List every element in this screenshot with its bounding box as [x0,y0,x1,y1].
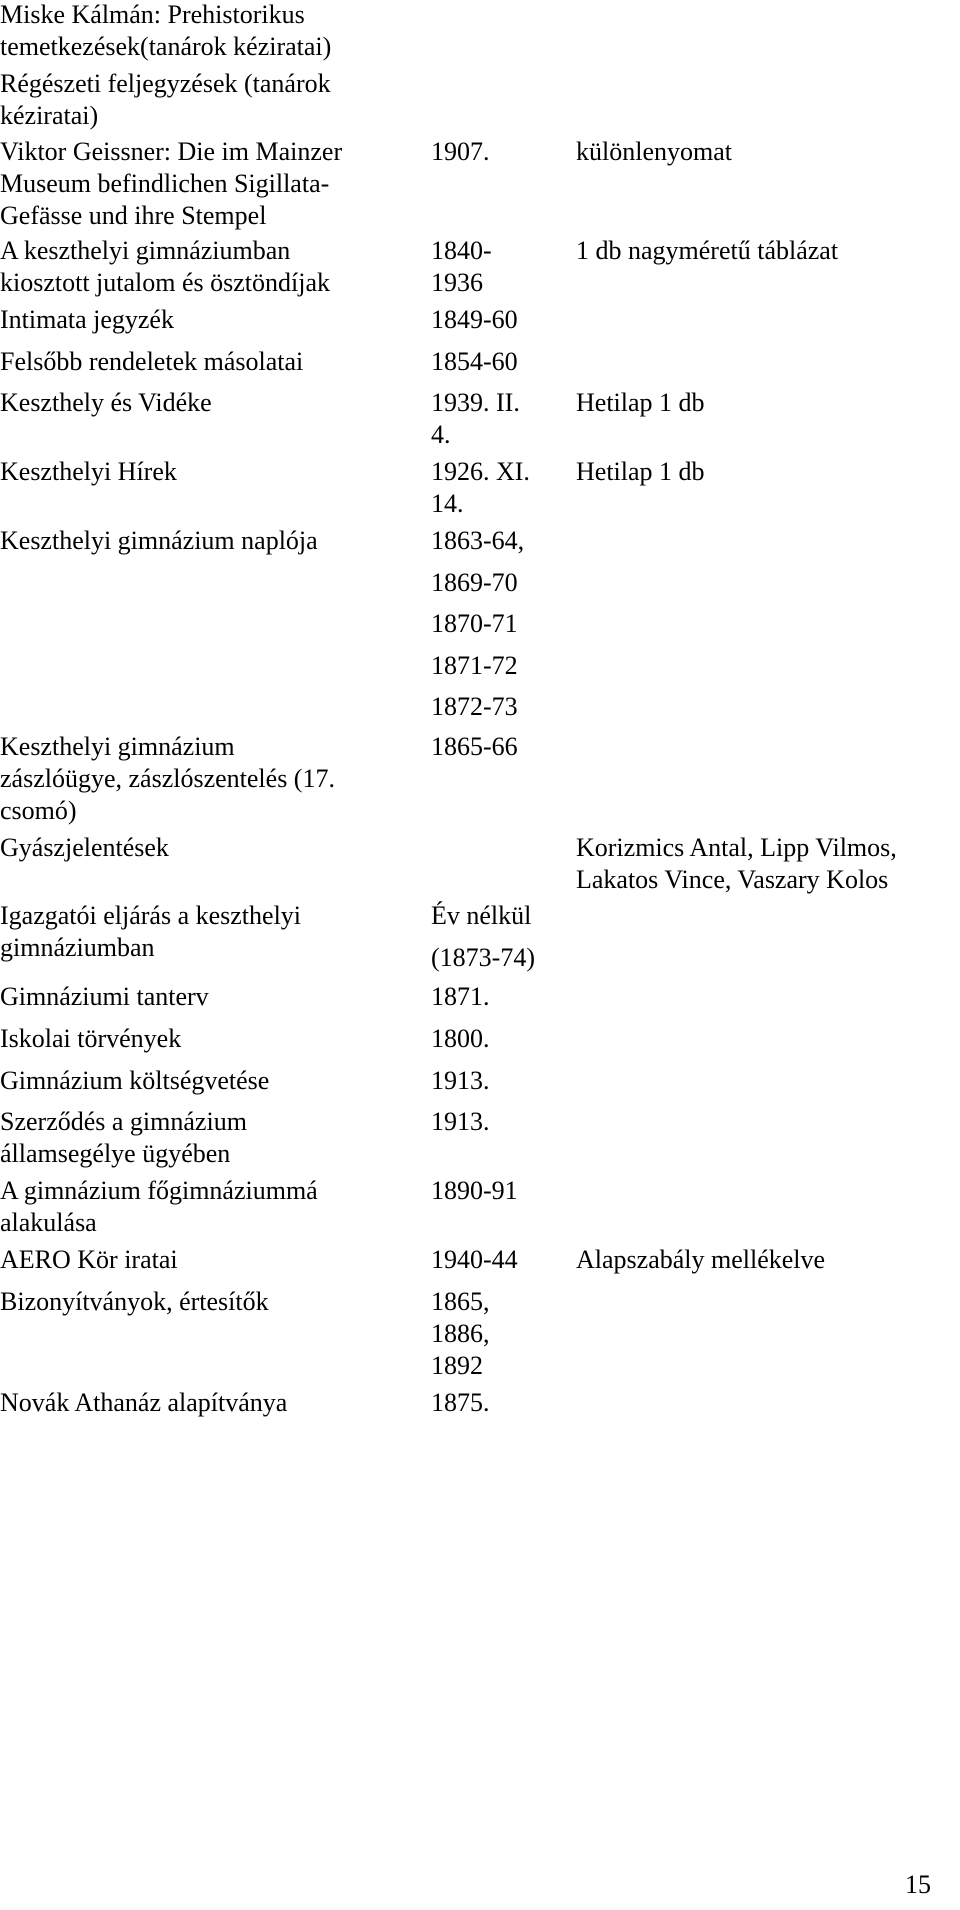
item-title-line: A keszthelyi gimnáziumban [0,236,291,265]
item-title-line: Intimata jegyzék [0,305,174,334]
item-note-line: különlenyomat [576,137,732,166]
item-title-line: Museum befindlichen Sigillata- [0,169,330,198]
item-title-line: Keszthely és Vidéke [0,388,212,417]
item-title-line: Gyászjelentések [0,833,169,862]
item-title-line: kéziratai) [0,101,99,130]
item-title-line: AERO Kör iratai [0,1245,178,1274]
item-title-line: Gimnázium költségvetése [0,1066,270,1095]
item-title-line: kiosztott jutalom és ösztöndíjak [0,268,331,297]
item-title-line: Régészeti feljegyzések (tanárok [0,69,331,98]
item-note-line: Hetilap 1 db [576,388,705,417]
item-date-line: 1869-70 [431,568,518,597]
item-title-line: A gimnázium főgimnáziummá [0,1176,318,1205]
item-title-line: Viktor Geissner: Die im Mainzer [0,137,343,166]
item-date-line: 1871-72 [431,651,518,680]
item-date-line: 1939. II. [431,388,520,417]
item-title-line: Iskolai törvények [0,1024,182,1053]
item-title-line: államsegélye ügyében [0,1139,231,1168]
item-title-line: Gefässe und ihre Stempel [0,201,267,230]
item-title-line: Igazgatói eljárás a keszthelyi [0,901,302,930]
item-title-line: Keszthelyi gimnázium [0,732,235,761]
item-date-line: 1936 [431,268,483,297]
item-title-line: Felsőbb rendeletek másolatai [0,347,304,376]
item-date-line: 1940-44 [431,1245,518,1274]
item-date-line: 1872-73 [431,692,518,721]
item-title-line: Miske Kálmán: Prehistorikus [0,0,305,29]
item-date-line: 1892 [431,1351,483,1380]
item-date-line: 1913. [431,1107,490,1136]
item-title-line: zászlóügye, zászlószentelés (17. [0,764,335,793]
item-title-line: gimnáziumban [0,933,155,962]
item-date-line: 1875. [431,1388,490,1417]
item-title-line: Gimnáziumi tanterv [0,982,209,1011]
item-note-line: Hetilap 1 db [576,457,705,486]
item-note-line: Lakatos Vince, Vaszary Kolos [576,865,889,894]
page-number: 15 [905,1870,931,1899]
item-title-line: Bizonyítványok, értesítők [0,1287,269,1316]
item-note-line: Korizmics Antal, Lipp Vilmos, [576,833,897,862]
item-note-line: Alapszabály mellékelve [576,1245,826,1274]
item-date-line: 1907. [431,137,490,166]
item-note-line: 1 db nagyméretű táblázat [576,236,839,265]
item-title-line: temetkezések(tanárok kéziratai) [0,32,332,61]
item-date-line: 1863-64, [431,526,525,555]
item-date-line: 1800. [431,1024,490,1053]
item-date-line: (1873-74) [431,943,535,972]
item-date-line: 1871. [431,982,490,1011]
item-date-line: 1840- [431,236,492,265]
item-date-line: 1870-71 [431,609,518,638]
item-date-line: Év nélkül [431,901,532,930]
item-title-line: Keszthelyi Hírek [0,457,177,486]
item-date-line: 1913. [431,1066,490,1095]
item-date-line: 1865-66 [431,732,518,761]
item-title-line: Novák Athanáz alapítványa [0,1388,288,1417]
item-date-line: 1849-60 [431,305,518,334]
item-title-line: Keszthelyi gimnázium naplója [0,526,318,555]
item-date-line: 1890-91 [431,1176,518,1205]
item-date-line: 1854-60 [431,347,518,376]
item-title-line: Szerződés a gimnázium [0,1107,247,1136]
item-date-line: 14. [431,489,464,518]
item-title-line: csomó) [0,796,77,825]
item-title-line: alakulása [0,1208,97,1237]
item-date-line: 4. [431,420,451,449]
item-date-line: 1926. XI. [431,457,530,486]
item-date-line: 1886, [431,1319,490,1348]
item-date-line: 1865, [431,1287,490,1316]
